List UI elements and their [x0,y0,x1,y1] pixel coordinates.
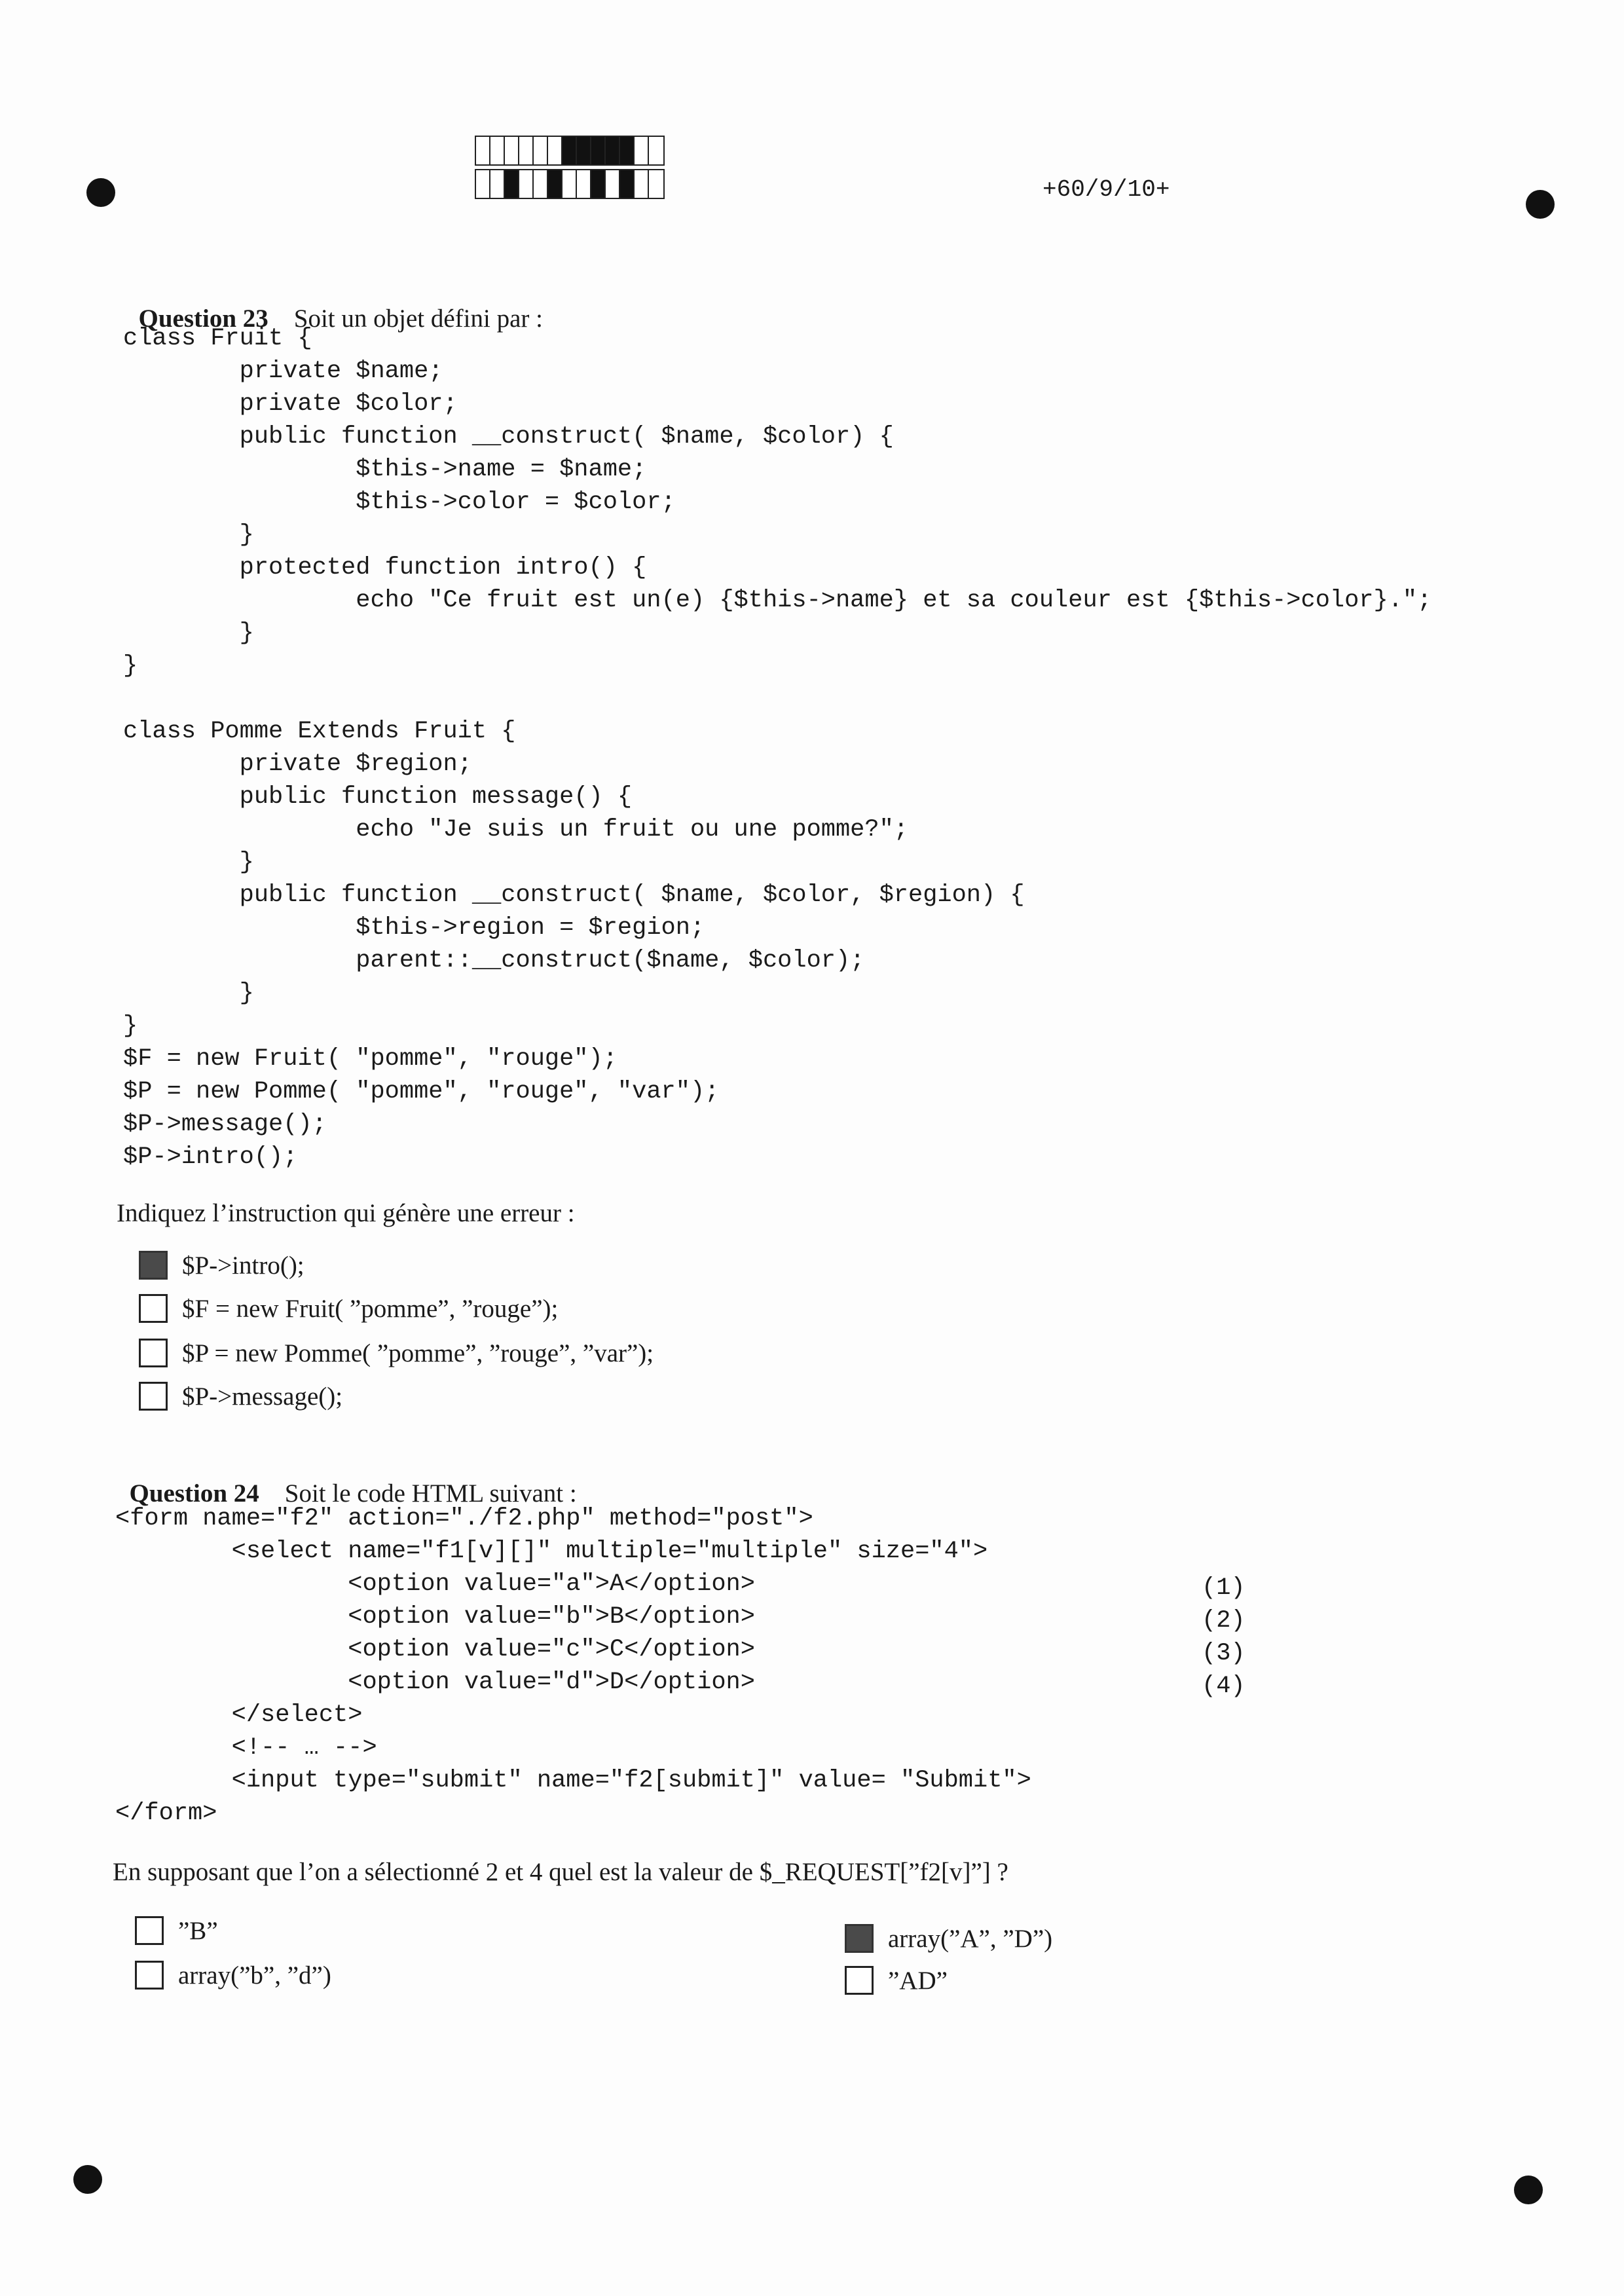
q24-option-2-label: array(”b”, ”d”) [178,1961,331,1990]
question-24-code: <form name="f2" action="./f2.php" method="post"> <select name="f1[v][]" multiple="multiple" size="4"> <option value="a">A</option> <option value="b">B</option> <option value="c">C</option> <option value="d">D</option> </select> <!-- … --> <input type="submit" name="f2[submit]" value= "Submit"> </form> [115,1505,1031,1827]
q24-option-4-checkbox[interactable] [845,1966,874,1995]
marker-cell [620,137,635,164]
marker-cell [635,137,649,164]
question-23-prompt: Indiquez l’instruction qui génère une erreur : [117,1199,575,1227]
marker-cell [490,170,505,198]
q24-option-4-label: ”AD” [888,1966,948,1995]
marker-cell [534,137,548,164]
q24-option-2[interactable] [135,1958,331,1992]
marker-cell [606,170,620,198]
q23-option-1[interactable] [139,1248,304,1282]
marker-cell [519,170,534,198]
q23-option-4[interactable] [139,1379,342,1413]
q23-option-4-label: $P->message(); [182,1382,343,1411]
question-24-title: Soit le code HTML suivant : [284,1479,577,1508]
question-23-title: Soit un objet défini par : [293,305,543,333]
q24-option-1[interactable] [135,1914,218,1948]
marker-cell [548,137,563,164]
q23-option-2-checkbox[interactable] [139,1294,168,1323]
page-code: +60/9/10+ [1043,176,1170,203]
marker-cell [505,170,519,198]
q23-option-1-checkbox[interactable] [139,1251,168,1280]
barcode-marker-bottom [475,169,665,199]
marker-cell [620,170,635,198]
q23-option-3-label: $P = new Pomme( ”pomme”, ”rouge”, ”var”); [182,1339,654,1367]
marker-cell [635,170,649,198]
q23-option-2-label: $F = new Fruit( ”pomme”, ”rouge”); [182,1294,559,1323]
q24-option-1-checkbox[interactable] [135,1916,164,1945]
q24-option-4[interactable] [845,1963,948,1997]
line-number-1: (1) [1202,1574,1246,1602]
line-number-2: (2) [1202,1607,1246,1635]
registration-dot-top-left [86,178,115,207]
q24-option-3-label: array(”A”, ”D”) [888,1924,1053,1953]
barcode-marker-top [475,136,665,166]
marker-cell [563,170,577,198]
line-number-3: (3) [1202,1640,1246,1667]
question-23-label: Question 23 [138,305,268,333]
registration-dot-bottom-left [73,2165,102,2194]
marker-cell [649,170,663,198]
marker-cell [490,137,505,164]
marker-cell [505,137,519,164]
marker-cell [577,137,591,164]
q23-option-3[interactable] [139,1336,654,1370]
registration-dot-top-right [1526,190,1555,219]
q23-option-2[interactable] [139,1291,558,1325]
q24-option-3[interactable] [845,1921,1052,1955]
marker-cell [591,137,606,164]
marker-cell [534,170,548,198]
registration-dot-bottom-right [1514,2176,1543,2204]
question-24-header [117,1445,577,1510]
marker-cell [476,170,490,198]
marker-cell [649,137,663,164]
marker-cell [577,170,591,198]
marker-cell [563,137,577,164]
marker-cell [476,137,490,164]
marker-cell [606,137,620,164]
question-23-code: class Fruit { private $name; private $color; public function __construct( $name, $color) { $this->name = $name; $this->color = $color; } protected function intro() { echo "Ce fruit est un(e) {$this->name} et sa couleur est {$this->color}."; } } class Pomme Extends Fruit { private $region; public function message() { echo "Je suis un fruit ou une pomme?"; } public function __construct( $name, $color, $region) { $this->region = $region; parent::__construct($name, $color); } } $F = new Fruit( "pomme", "rouge"); $P = new Pomme( "pomme", "rouge", "var"); $P->message(); $P->intro(); [123,325,1432,1171]
q23-option-1-label: $P->intro(); [182,1251,304,1280]
question-24-prompt: En supposant que l’on a sélectionné 2 et 4 quel est la valeur de $_REQUEST[”f2[v]”] ? [113,1858,1008,1886]
q23-option-3-checkbox[interactable] [139,1339,168,1367]
marker-cell [519,137,534,164]
marker-cell [591,170,606,198]
q24-option-3-checkbox[interactable] [845,1924,874,1953]
q23-option-4-checkbox[interactable] [139,1382,168,1411]
q24-option-2-checkbox[interactable] [135,1961,164,1990]
marker-cell [548,170,563,198]
line-number-4: (4) [1202,1673,1246,1700]
q24-option-1-label: ”B” [178,1916,218,1945]
question-24-label: Question 24 [129,1479,259,1508]
